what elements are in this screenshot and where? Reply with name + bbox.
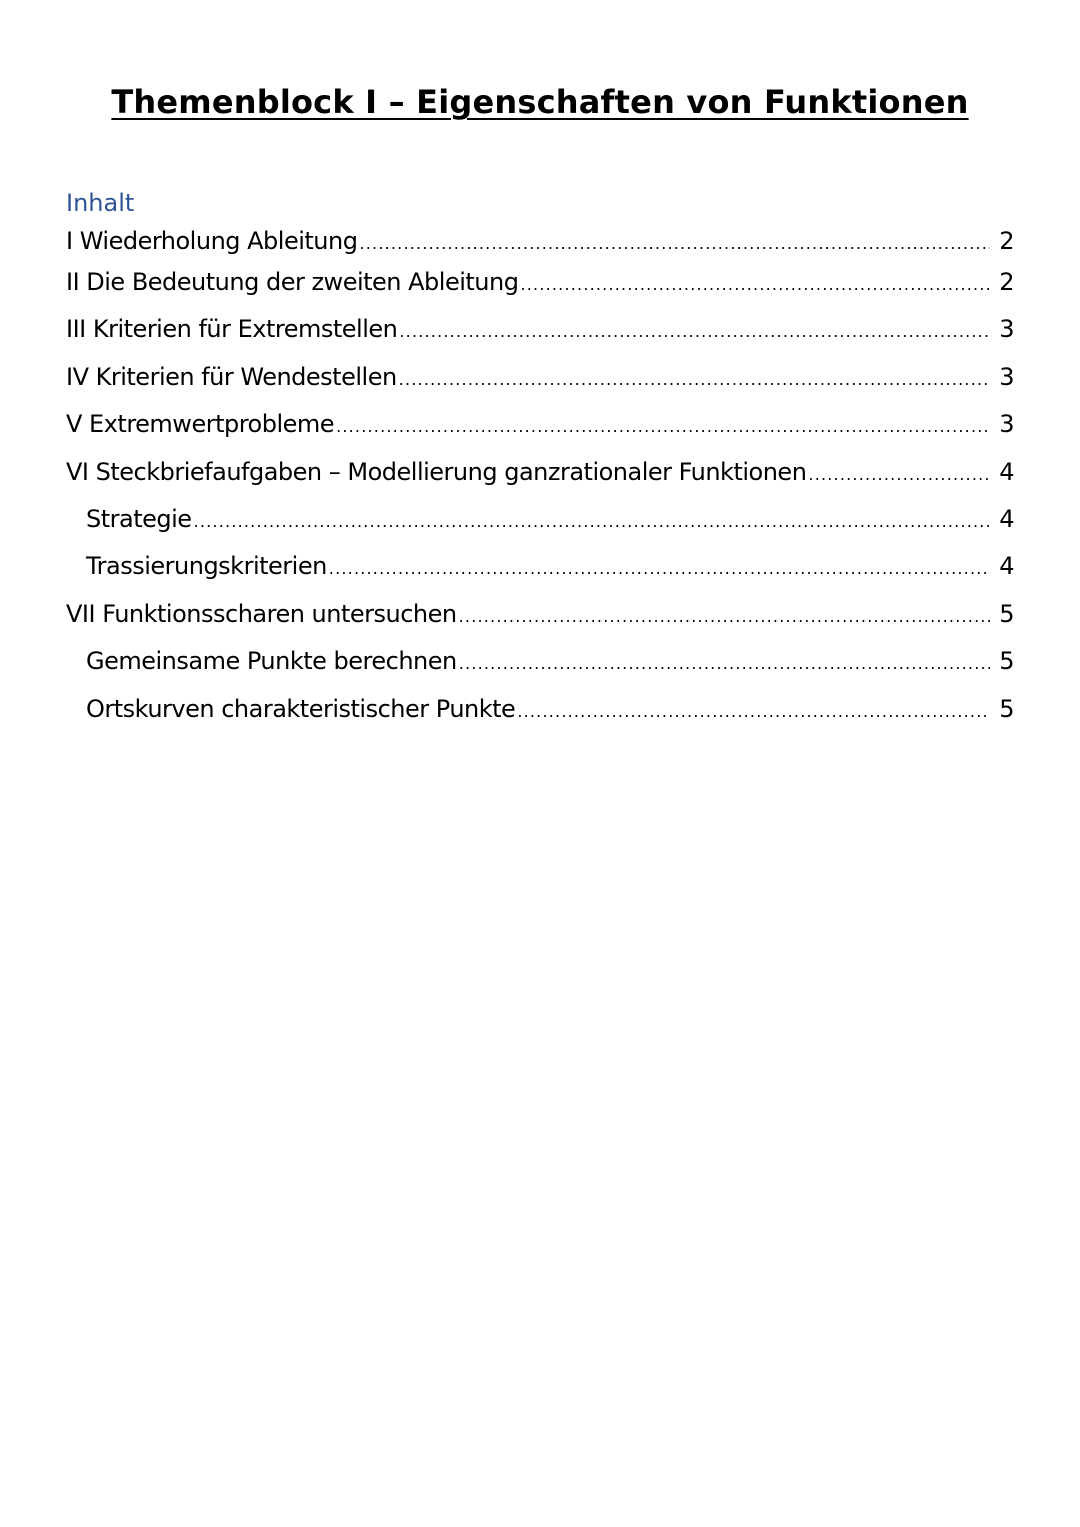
toc-dot-leader <box>399 356 990 401</box>
toc-entry-page-number: 2 <box>999 268 1014 296</box>
toc-dot-leader <box>194 498 990 543</box>
toc-entry-page-number: 3 <box>999 315 1014 344</box>
page-title <box>0 83 1080 121</box>
toc-entry[interactable] <box>66 686 1014 733</box>
toc-entry[interactable] <box>66 449 1014 496</box>
toc-list <box>66 223 1014 733</box>
toc-entry-title: VI Steckbriefaufgaben – Modellierung ganzrationaler Funktionen <box>66 457 807 486</box>
table-of-contents <box>66 183 1014 733</box>
toc-dot-leader <box>336 403 990 448</box>
toc-entry[interactable] <box>66 306 1014 353</box>
toc-dot-leader <box>329 545 990 590</box>
toc-entry-page-number: 4 <box>999 552 1014 581</box>
toc-entry-page-number: 5 <box>999 647 1014 676</box>
toc-dot-leader <box>359 226 990 259</box>
toc-dot-leader <box>808 451 990 496</box>
toc-entry-page-number: 3 <box>999 410 1014 439</box>
toc-entry[interactable] <box>66 259 1014 306</box>
toc-entry[interactable] <box>66 496 1014 543</box>
toc-entry-page-number: 4 <box>999 457 1014 486</box>
page-title-text: Themenblock I – Eigenschaften von Funktionen <box>111 83 969 122</box>
toc-entry[interactable] <box>66 401 1014 448</box>
toc-entry[interactable] <box>66 638 1014 685</box>
toc-entry-page-number: 5 <box>999 599 1014 628</box>
toc-entry-title: IV Kriterien für Wendestellen <box>66 362 397 391</box>
toc-dot-leader <box>459 640 990 685</box>
toc-entry-title: Gemeinsame Punkte berechnen <box>86 647 457 676</box>
toc-entry-page-number: 3 <box>999 362 1014 391</box>
toc-heading: Inhalt <box>66 189 135 217</box>
toc-entry-title: V Extremwertprobleme <box>66 410 335 439</box>
toc-entry[interactable] <box>66 223 1014 259</box>
toc-dot-leader <box>399 308 990 353</box>
toc-entry[interactable] <box>66 543 1014 590</box>
toc-entry-title: Trassierungskriterien <box>86 552 327 581</box>
toc-entry-title: Strategie <box>86 504 192 533</box>
toc-entry[interactable] <box>66 354 1014 401</box>
toc-entry-page-number: 4 <box>999 504 1014 533</box>
toc-entry-title: I Wiederholung Ableitung <box>66 227 358 255</box>
toc-entry[interactable] <box>66 591 1014 638</box>
toc-dot-leader <box>517 688 990 733</box>
toc-dot-leader <box>520 261 990 306</box>
toc-entry-title: Ortskurven charakteristischer Punkte <box>86 694 516 723</box>
toc-entry-page-number: 2 <box>999 227 1014 255</box>
toc-entry-title: VII Funktionsscharen untersuchen <box>66 599 457 628</box>
toc-dot-leader <box>459 593 990 638</box>
toc-entry-page-number: 5 <box>999 694 1014 723</box>
toc-entry-title: III Kriterien für Extremstellen <box>66 315 398 344</box>
toc-entry-title: II Die Bedeutung der zweiten Ableitung <box>66 268 519 296</box>
